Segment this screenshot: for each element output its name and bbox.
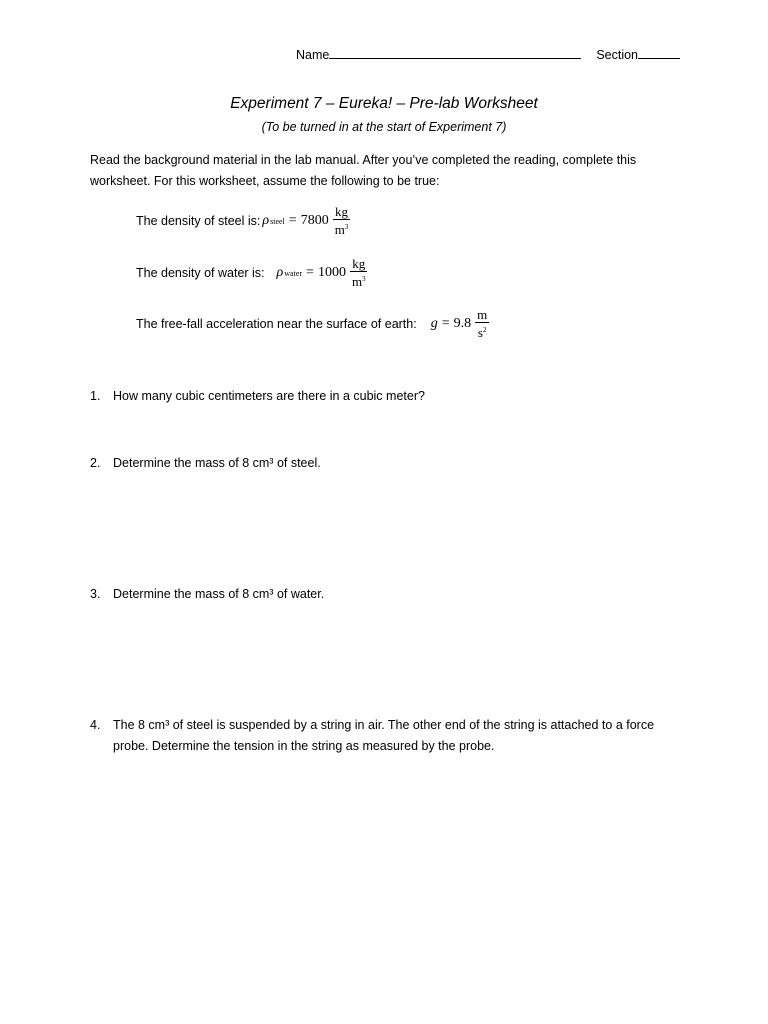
- unit-denominator: [333, 220, 351, 237]
- unit-base: m: [351, 274, 363, 289]
- given-label: The density of water is:: [136, 266, 265, 280]
- unit-fraction: [350, 257, 368, 289]
- unit-base: m: [334, 222, 345, 237]
- rho-symbol: ρ: [262, 213, 270, 228]
- given-steel-density: [136, 205, 350, 237]
- question-line: Determine the mass of 8 cm³ of steel.: [113, 456, 321, 470]
- name-field[interactable]: [329, 46, 581, 59]
- given-gravity: [136, 308, 489, 340]
- unit-exponent: 3: [344, 223, 349, 231]
- page-subtitle: (To be turned in at the start of Experiment 7): [261, 120, 507, 134]
- question-line: probe. Determine the tension in the string as measured by the probe.: [113, 739, 495, 753]
- question-4: [90, 715, 654, 757]
- intro-paragraph: [90, 150, 690, 192]
- subscript: steel: [270, 216, 285, 226]
- unit-base: s: [477, 325, 483, 340]
- unit-denominator: [350, 272, 368, 289]
- gravity-formula: g = 9.8 $\frac{m}{s^2}$: [430, 307, 488, 340]
- unit-numerator: kg: [352, 256, 366, 271]
- question-line: Determine the mass of 8 cm³ of water.: [113, 587, 325, 601]
- question-text: [113, 584, 324, 605]
- given-water-density: [136, 257, 368, 289]
- unit-fraction: [333, 205, 351, 237]
- unit-numerator: m: [477, 307, 488, 322]
- page-title: Experiment 7 – Eureka! – Pre-lab Worksheet: [230, 95, 538, 112]
- question-3: [90, 584, 324, 605]
- given-label: The free-fall acceleration near the surface of earth:: [136, 317, 417, 331]
- name-label: Name: [296, 48, 330, 62]
- unit-denominator: [476, 323, 489, 340]
- intro-line: Read the background material in the lab manual. After you’ve completed the reading, complete this: [90, 153, 637, 167]
- intro-line: worksheet. For this worksheet, assume the following to be true:: [90, 174, 440, 188]
- question-number: 2.: [90, 456, 101, 470]
- given-label: The density of steel is:: [136, 214, 261, 228]
- question-line: How many cubic centimeters are there in a cubic meter?: [113, 389, 425, 403]
- value: 1000: [317, 265, 346, 280]
- unit-numerator: kg: [335, 204, 348, 219]
- question-line: The 8 cm³ of steel is suspended by a string in air. The other end of the string is attached to a force: [113, 718, 655, 732]
- section-label: Section: [596, 48, 639, 62]
- question-number: 3.: [90, 587, 101, 601]
- section-field[interactable]: [638, 46, 680, 59]
- unit-fraction: [475, 308, 489, 340]
- water-density-formula: ρ water = 1000 $\frac{kg}{m^3}$: [276, 256, 366, 289]
- question-number: 4.: [90, 718, 101, 732]
- question-text: [113, 715, 654, 757]
- question-text: [113, 386, 425, 407]
- unit-exponent: 3: [362, 275, 366, 283]
- question-text: [113, 453, 321, 474]
- value: 9.8: [453, 316, 472, 331]
- question-number: 1.: [90, 389, 101, 403]
- g-symbol: g: [430, 316, 438, 331]
- steel-density-formula: ρ steel = 7800 $\frac{kg}{m^3}$: [262, 204, 349, 237]
- header-fields: [296, 46, 680, 62]
- unit-exponent: 2: [482, 326, 487, 334]
- question-2: [90, 453, 321, 474]
- question-1: [90, 386, 425, 407]
- rho-symbol: ρ: [276, 265, 284, 280]
- value: 7800: [300, 213, 329, 228]
- subscript: water: [284, 268, 303, 278]
